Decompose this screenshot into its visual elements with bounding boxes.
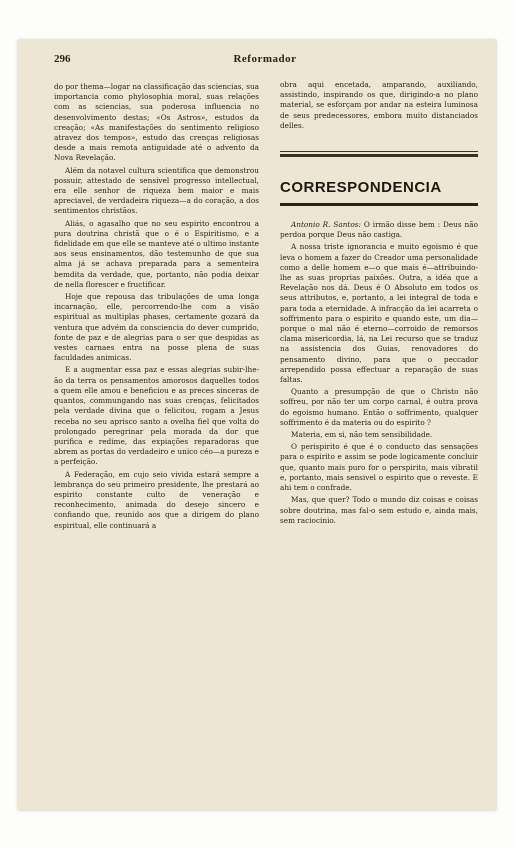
paragraph: Quanto a presumpção de que o Christo não soffreu, por não ter um corpo carnal, é outra prova do egoismo humano. Então o soffrimento, qualquer soffrimento é da materia ou do espirito ?	[280, 387, 478, 427]
left-column	[54, 82, 259, 531]
paragraph: do por thema—logar na classificação das sciencias, sua importancia como phylosophia moral, suas relações com as sciencias, sua poderosa influencia no desenvolvimento destas; «Os Astros», estudos da creação; «As manifestações do sentimento religioso atravez dos tempos», estudo das crenças religiosas desde a mais remota antiguidade até o advento da Nova Revelação.	[54, 82, 259, 163]
paragraph: A Federação, em cujo seio vivida estará sempre a lembrança do seu primeiro presidente, lhe prestará ao espirito constante culto de veneração e reconhecimento, animada do desejo sincero e confiando que, reunido aos que a dirigem do plano espiritual, elle continuará a	[54, 469, 259, 530]
right-column	[280, 80, 478, 526]
publication-title: Reformador	[233, 53, 297, 65]
paragraph: Mas, que quer? Todo o mundo diz coisas e coisas sobre doutrina, mas fal-o sem estudo e, ainda mais, sem raciocinio.	[280, 495, 478, 525]
correspondent-name: Antonio R. Santos:	[291, 220, 361, 230]
reply-text: O irmão disse bem : Deus não perdoa porque Deus não castiga.	[280, 220, 478, 240]
paragraph: A nossa triste ignorancia e muito egoismo é que leva o homem a fazer do Creador uma personalidade como a delle homem e—o que mais é—attribuindo-lhe as suas proprias paixões. Outra, a idéa que a Revelação nos dá. Deus é O Absoluto em todos os seus attributos, e, portanto, a lei integral de toda e para toda a eternidade. A infracção da lei acarreta o soffrimento para o espirito e quando este, um dia—porque o mal não é eterno—corroido de remorsos clama misericordia, lá, na Lei recurso que se traduz na assistencia dos Guias, renovadores do pensamento divino, para que o peccador arrependido possa effectuar a reparação de suas faltas.	[280, 242, 478, 385]
newspaper-page	[18, 40, 496, 810]
page-number: 296	[54, 53, 71, 65]
paragraph: Além da notavel cultura scientifica que demonstrou possuir, attestado de sensivel progresso intellectual, era elle senhor de riqueza bem maior e mais apreciavel, de verdadeira riqueza—a do coração, a dos sentimentos christãos.	[54, 165, 259, 216]
section-divider	[280, 151, 478, 157]
paragraph: E a augmentar essa paz e essas alegrias subir-lhe-ão da terra os pensamentos amorosos daquelles todos a quem elle amou e beneficiou e as preces sinceras de quantos, commungando nas suas crenças, felicitados pela verdade divina que o felicitou, rogam a Jesus receba no seu aprisco santo a ovelha fiel que volta do prolongado peregrinar pela morada da dor que purifica e redime, das expiações reparadoras que abrem as portas do verdadeiro e unico céo—a pureza e a perfeição.	[54, 365, 259, 467]
paragraph: Materia, em si, não tem sensibilidade.	[291, 430, 433, 440]
section-title-underline	[280, 203, 478, 206]
paragraph: Hoje que repousa das tribulações de uma longa incarnação, elle, percorrendo-lhe com a visão espiritual as multiplas phases, certamente gozará da ventura que advém da consciencia do dever cumprido, fonte de paz e de alegrias para o ser que despidas as vestes carnaes entra na posse plena de suas faculdades animicas.	[54, 292, 259, 363]
paragraph: Aliás, o agasalho que no seu espirito encontrou a pura doutrina christã que o é o Espiritismo, e a fidelidade em que elle se manteve até o ultimo instante aos seus ensinamentos, dão testemunho de que sua alma já se achava preparada para a sementeira bemdita da verdade, que, portanto, não podia deixar de nella florescer e fructificar.	[54, 218, 259, 289]
section-title: CORRESPONDENCIA	[280, 179, 442, 197]
page-header	[54, 53, 476, 67]
letter-opening	[280, 220, 478, 240]
paragraph: obra aqui encetada, amparando, auxiliando, assistindo, inspirando os que, dirigindo-a no plano material, se esforçam por andar na esteira luminosa de seus predecessores, embora muito distanciados delles.	[280, 80, 478, 130]
paragraph: O perispirito é que é o conducto das sensações para o espirito e assim se pode logicamente concluir que, quanto mais puro for o perspirito, mais vibratil e, portanto, mais sensivel o espirito que o reveste. E ahi tem o confrade.	[280, 442, 478, 493]
